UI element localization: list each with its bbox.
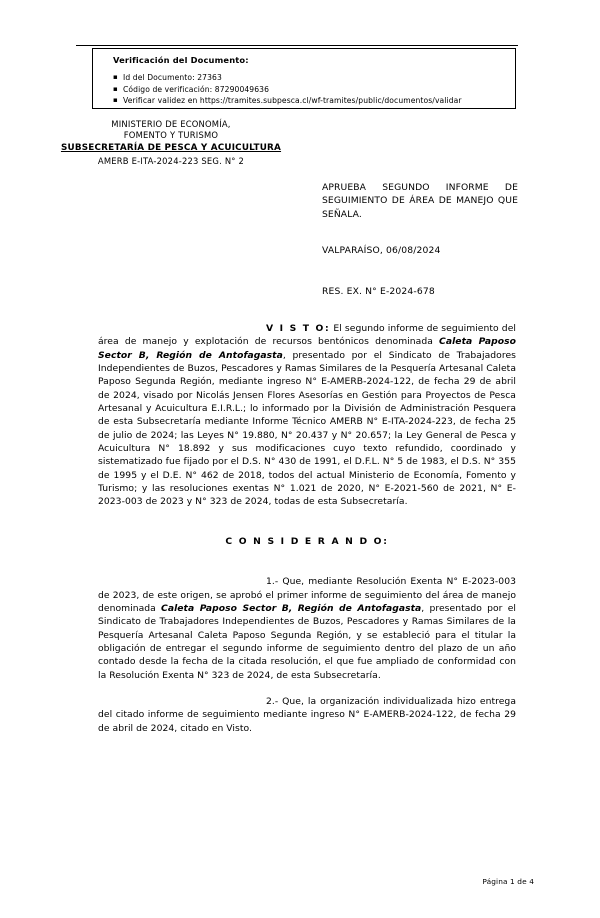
spacer	[98, 682, 516, 695]
item-1-area-name: Caleta Paposo Sector B, Región de Antofagasta	[161, 602, 422, 614]
place-and-date: VALPARAÍSO, 06/08/2024	[322, 245, 441, 256]
item-2-text: 2.- Que, la organización individualizada hizo entrega del citado informe de seguimiento mediante ingreso N° E-AMERB-2024-122, de fecha 29 de abril de 2024, citado en Visto.	[98, 695, 516, 734]
visto-text-part-2: , presentado por el Sindicato de Trabajadores Independientes de Buzos, Pescadores y Ramas Similares de la Pesquería Artesanal Caleta Paposo Segunda Región, mediante ingreso N° E-AMERB-2024-122, de fecha 29 de abril de 2024, visado por Nicolás Jensen Flores Asesorías en Gestión para Proyectos de Pesca Artesanal y Acuicultura E.I.R.L.; lo informado por la División de Administración Pesquera de esta Subsecretaría mediante Informe Técnico AMERB N° E-ITA-2024-223, de fecha 25 de julio de 2024; las Leyes N° 19.880, N° 20.437 y N° 20.657; la Ley General de Pesca y Acuicultura N° 18.892 y sus modificaciones cuyo texto refundido, coordinado y sistematizado fue fijado por el D.S. N° 430 de 1991, el D.F.L. N° 5 de 1983, el D.S. N° 355 de 1995 y el D.E. N° 462 de 2018, todos del actual Ministerio de Economía, Fomento y Turismo; y las resoluciones exentas N° 1.021 de 2020, N° E-2021-560 de 2021, N° E-2023-003 de 2023 y N° 323 de 2024, todas de esta Subsecretaría.	[98, 349, 516, 508]
ministry-line-2: FOMENTO Y TURISMO	[123, 130, 219, 141]
list-item	[111, 95, 511, 107]
header-rule	[76, 45, 518, 46]
considerando-item-2	[98, 695, 516, 735]
spacer	[98, 509, 516, 535]
list-item	[111, 72, 511, 84]
subsecretaria-line: SUBSECRETARÍA DE PESCA Y ACUICULTURA	[60, 142, 282, 153]
ministry-line-1: MINISTERIO DE ECONOMÍA,	[111, 119, 231, 129]
bullet-icon: ▪	[113, 73, 118, 81]
spacer	[98, 548, 516, 575]
verification-box	[92, 48, 516, 109]
item-1-text-part-1: 1.- Que, mediante Resolución Exenta N° E-2023-003 de 2023, de este origen, se aprobó el primer informe de seguimiento del área de manejo denominada	[98, 576, 516, 614]
visto-text-part-1: El segundo informe de seguimiento del área de manejo y explotación de recursos bentónicos denominada	[98, 323, 516, 348]
verification-code: Código de verificación: 87290049636	[123, 84, 270, 94]
reference-line: AMERB E-ITA-2024-223 SEG. N° 2	[97, 156, 245, 167]
page-footer: Página 1 de 4	[482, 877, 534, 886]
resolution-number: RES. EX. N° E-2024-678	[322, 286, 435, 297]
visto-heading: V I S T O:	[266, 323, 331, 334]
visto-area-name: Caleta Paposo Sector B, Región de Antofagasta	[98, 336, 516, 361]
considerando-item-1	[98, 575, 516, 682]
bullet-icon: ▪	[113, 84, 118, 93]
considerando-heading: C O N S I D E R A N D O:	[225, 535, 389, 547]
verification-document-id: Id del Documento: 27363	[123, 73, 222, 82]
verification-title: Verificación del Documento:	[113, 55, 249, 65]
list-item	[111, 84, 511, 96]
item-1-text-part-2: , presentado por el Sindicato de Trabajadores Independientes de Buzos, Pescadores y Ramas Similares de la Pesquería Artesanal Caleta Paposo Segunda Región, y se estableció para el titular la obligación de entregar el segundo informe de seguimiento dentro del plazo de un año contado desde la fecha de la citada resolución, el que fue ampliado de conformidad con la Resolución Exenta N° 323 de 2024, de esta Subsecretaría.	[98, 602, 516, 681]
bullet-icon: ▪	[113, 96, 118, 105]
resolution-subject: APRUEBA SEGUNDO INFORME DE SEGUIMIENTO DE ÁREA DE MANEJO QUE SEÑALA.	[322, 182, 518, 220]
letterhead	[40, 119, 302, 168]
verification-url-text: Verificar validez en https://tramites.subpesca.cl/wf-tramites/public/documentos/validar	[123, 96, 462, 106]
document-body	[98, 322, 516, 735]
verification-list	[111, 72, 511, 107]
visto-paragraph	[98, 322, 516, 509]
